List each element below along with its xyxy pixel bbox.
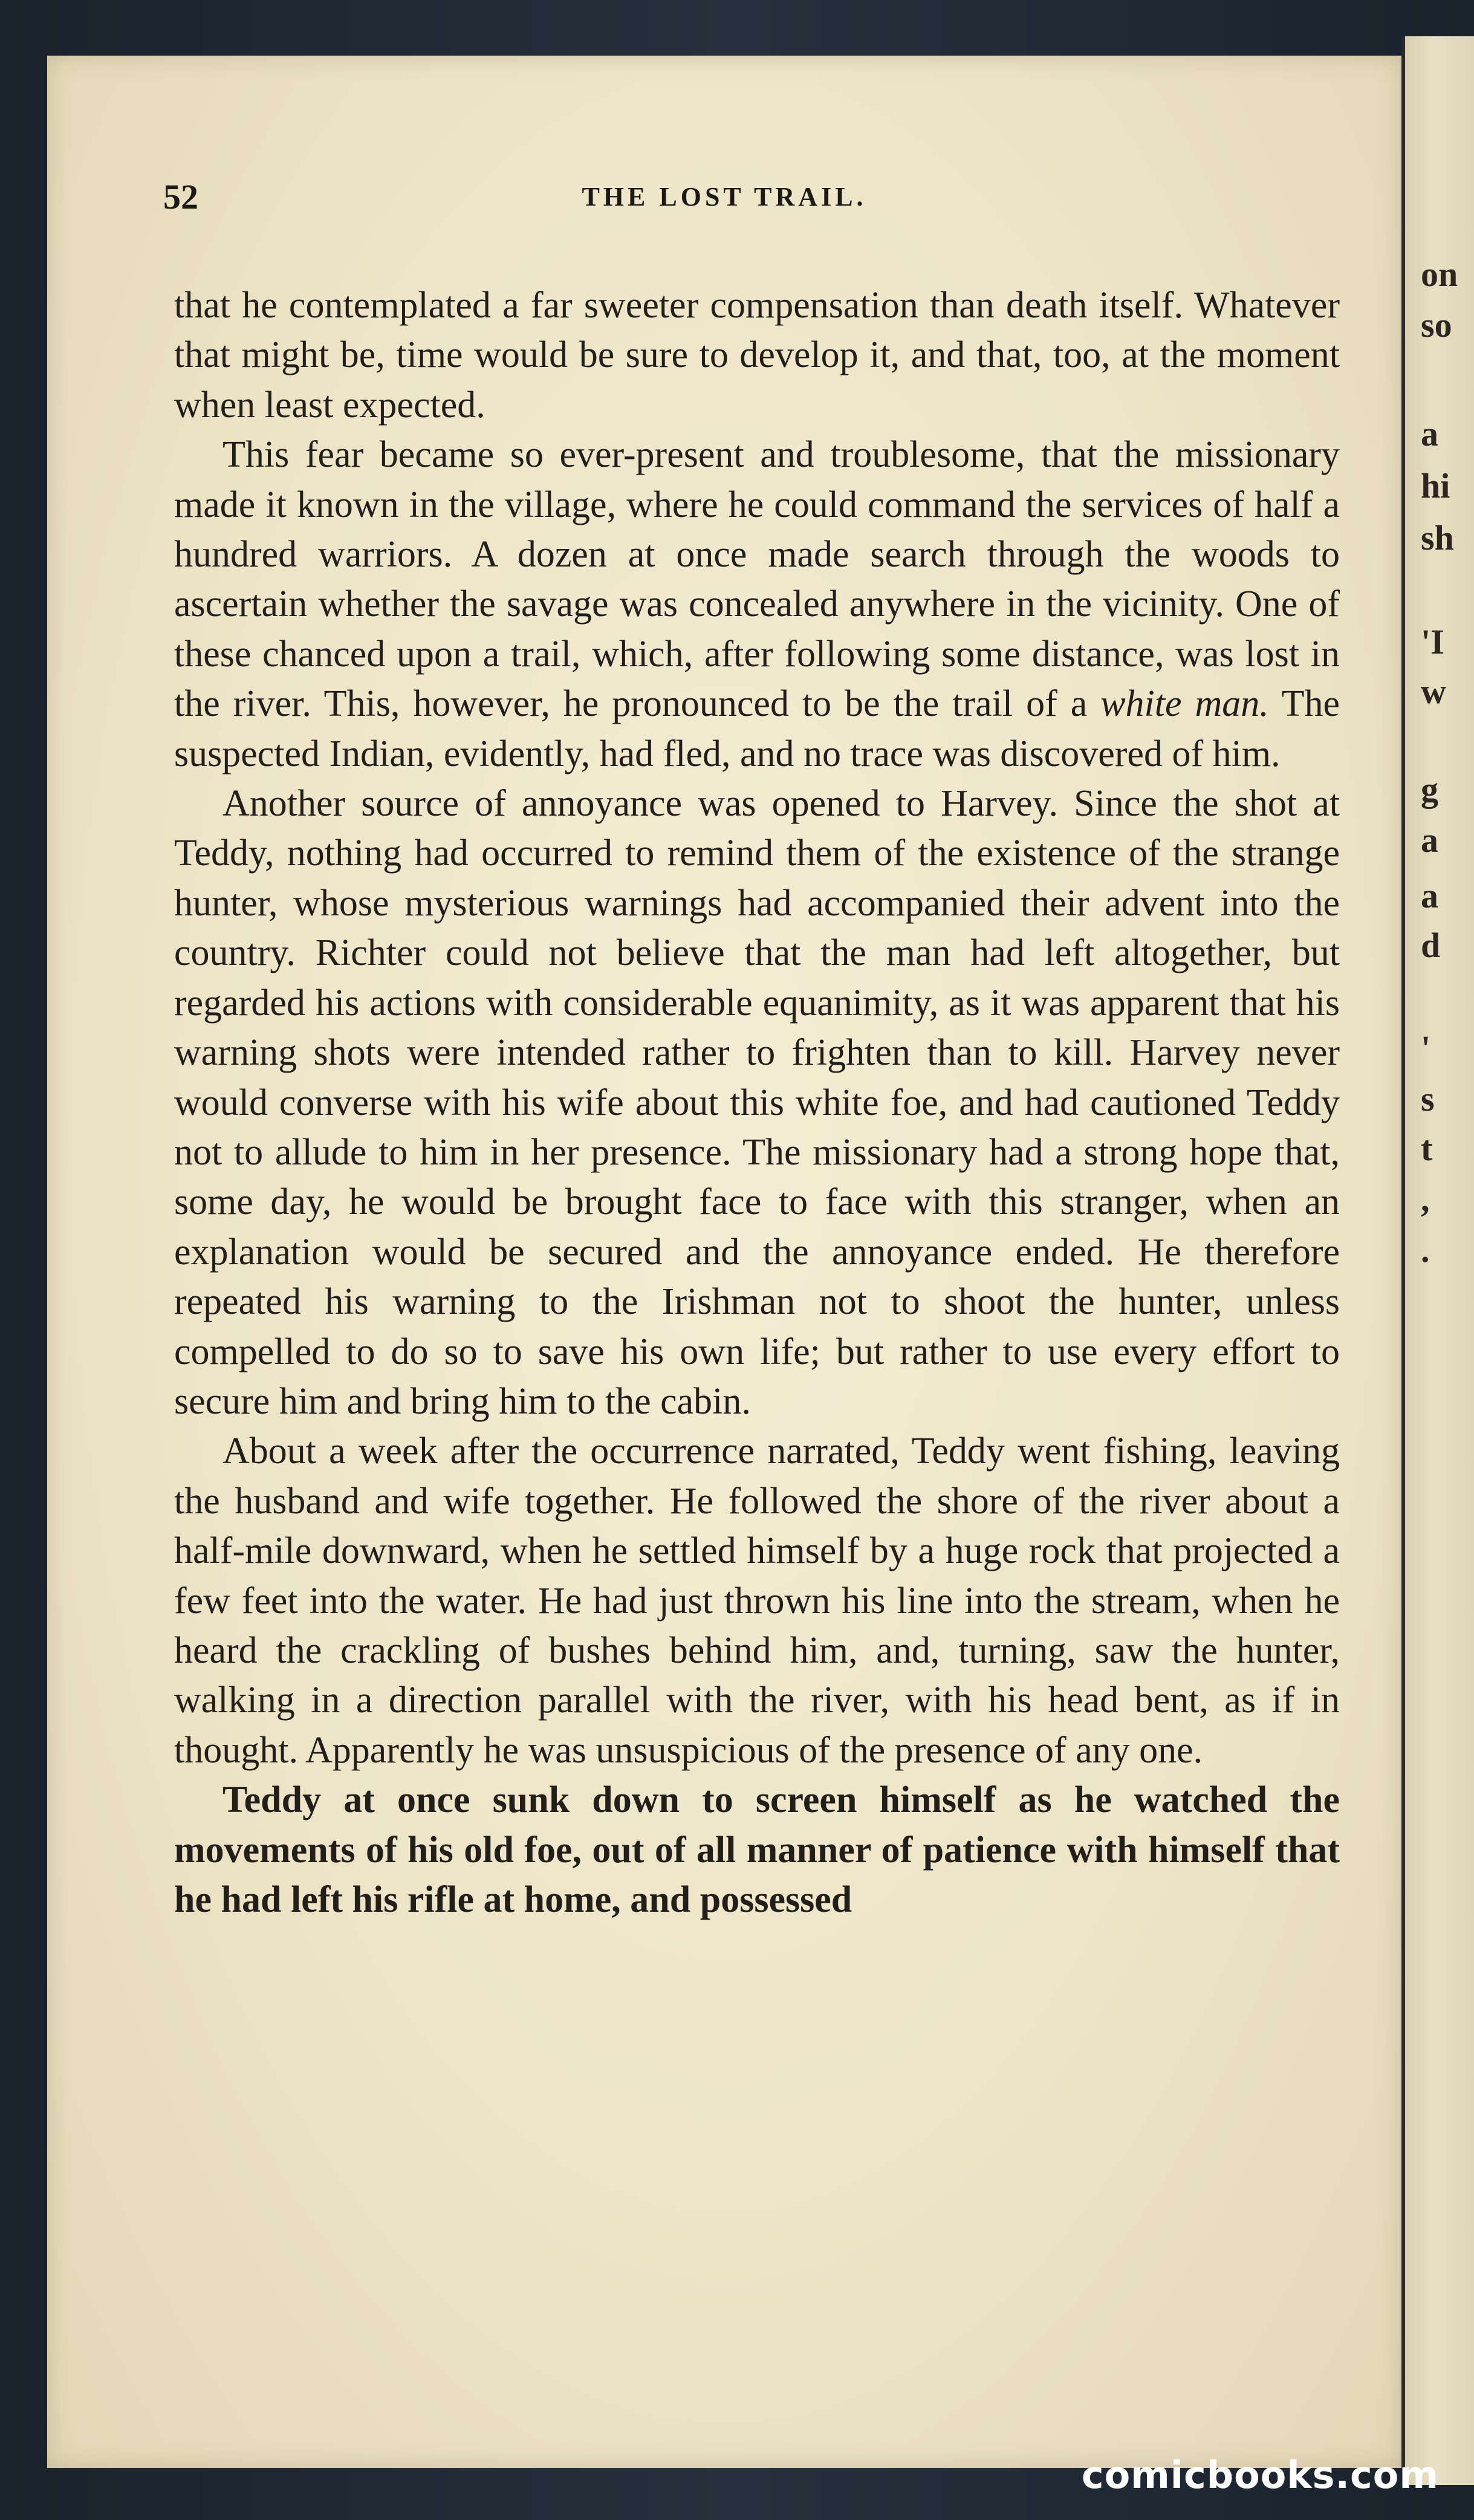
paragraph: [174, 430, 1340, 779]
body-text: [174, 281, 1340, 1924]
paragraph: About a week after the occurrence narrated, Teddy went fishing, leaving the husband and wife together. He followed the shore of the river about a half-mile downward, when he settled himself by a huge rock that projected a few feet into the water. He had just thrown his line into the stream, when he heard the crackling of bushes behind him, and, turning, saw the hunter, walking in a direction parallel with the river, with his head bent, as if in thought. Apparently he was unsuspicious of the presence of any one.: [174, 1430, 1340, 1771]
paragraph-continued: that he contemplated a far sweeter compensation than death itself. Whatever that might be, time would be sure to develop it, and that, too, at the moment when least expected.: [174, 285, 1340, 426]
next-page-fragment: g: [1421, 770, 1438, 809]
page-number: 52: [163, 177, 198, 216]
paragraph: Teddy at once sunk down to screen himself as he watched the movements of his old foe, out of all manner of patience with himself that he had left his rifle at home, and possessed: [174, 1779, 1340, 1920]
next-page-fragment: a: [1421, 820, 1438, 860]
italic-phrase: white man.: [1100, 683, 1269, 725]
next-page-fragment: sh: [1421, 518, 1454, 557]
paragraph-text: The suspected Indian, evidently, had fled, and no trace was discovered of him.: [174, 683, 1340, 775]
next-page-fragment: 'I: [1421, 622, 1444, 661]
next-page-fragment: a: [1421, 414, 1438, 453]
next-page-fragment: t: [1421, 1129, 1433, 1168]
next-page-fragment: hi: [1421, 466, 1450, 505]
next-page-fragment: so: [1421, 305, 1452, 345]
next-page-fragment: w: [1421, 672, 1446, 711]
next-page-fragment: d: [1421, 926, 1441, 965]
watermark: comicbooks.com: [1081, 2453, 1439, 2497]
paragraph-text: This fear became so ever-present and troublesome, that the missionary made it known in the village, where he could command the services of half a hundred warriors. A dozen at once made search through the woods to ascertain whether the savage was concealed anywhere in the vicinity. One of these chanced upon a trail, which, after following some distance, was lost in the river. This, however, he pronounced to be the trail of a: [174, 434, 1340, 725]
next-page-fragment: .: [1421, 1230, 1430, 1270]
next-page-fragment: a: [1421, 876, 1438, 915]
running-head: [47, 177, 1401, 225]
paragraph: Another source of annoyance was opened to Harvey. Since the shot at Teddy, nothing had occurred to remind them of the existence of the strange hunter, whose mysterious warnings had accompanied their advent into the country. Richter could not believe that the man had left altogether, but regarded his actions with considerable equanimity, as it was apparent that his warning shots were intended rather to frighten than to kill. Harvey never would converse with his wife about this white foe, and had cautioned Teddy not to allude to him in her presence. The missionary had a strong hope that, some day, he would be brought face to face with this stranger, when an explanation would be secured and the annoyance ended. He therefore repeated his warning to the Irishman not to shoot the hunter, unless compelled to do so to save his own life; but rather to use every effort to secure him and bring him to the cabin.: [174, 783, 1340, 1422]
adjacent-page-edge: [1401, 36, 1474, 2485]
next-page-fragment: on: [1421, 255, 1458, 294]
book-page: [47, 56, 1401, 2468]
next-page-fragment: s: [1421, 1079, 1435, 1119]
next-page-fragment: ': [1421, 1028, 1431, 1068]
next-page-fragment: ,: [1421, 1180, 1430, 1219]
running-title: THE LOST TRAIL.: [582, 182, 867, 212]
